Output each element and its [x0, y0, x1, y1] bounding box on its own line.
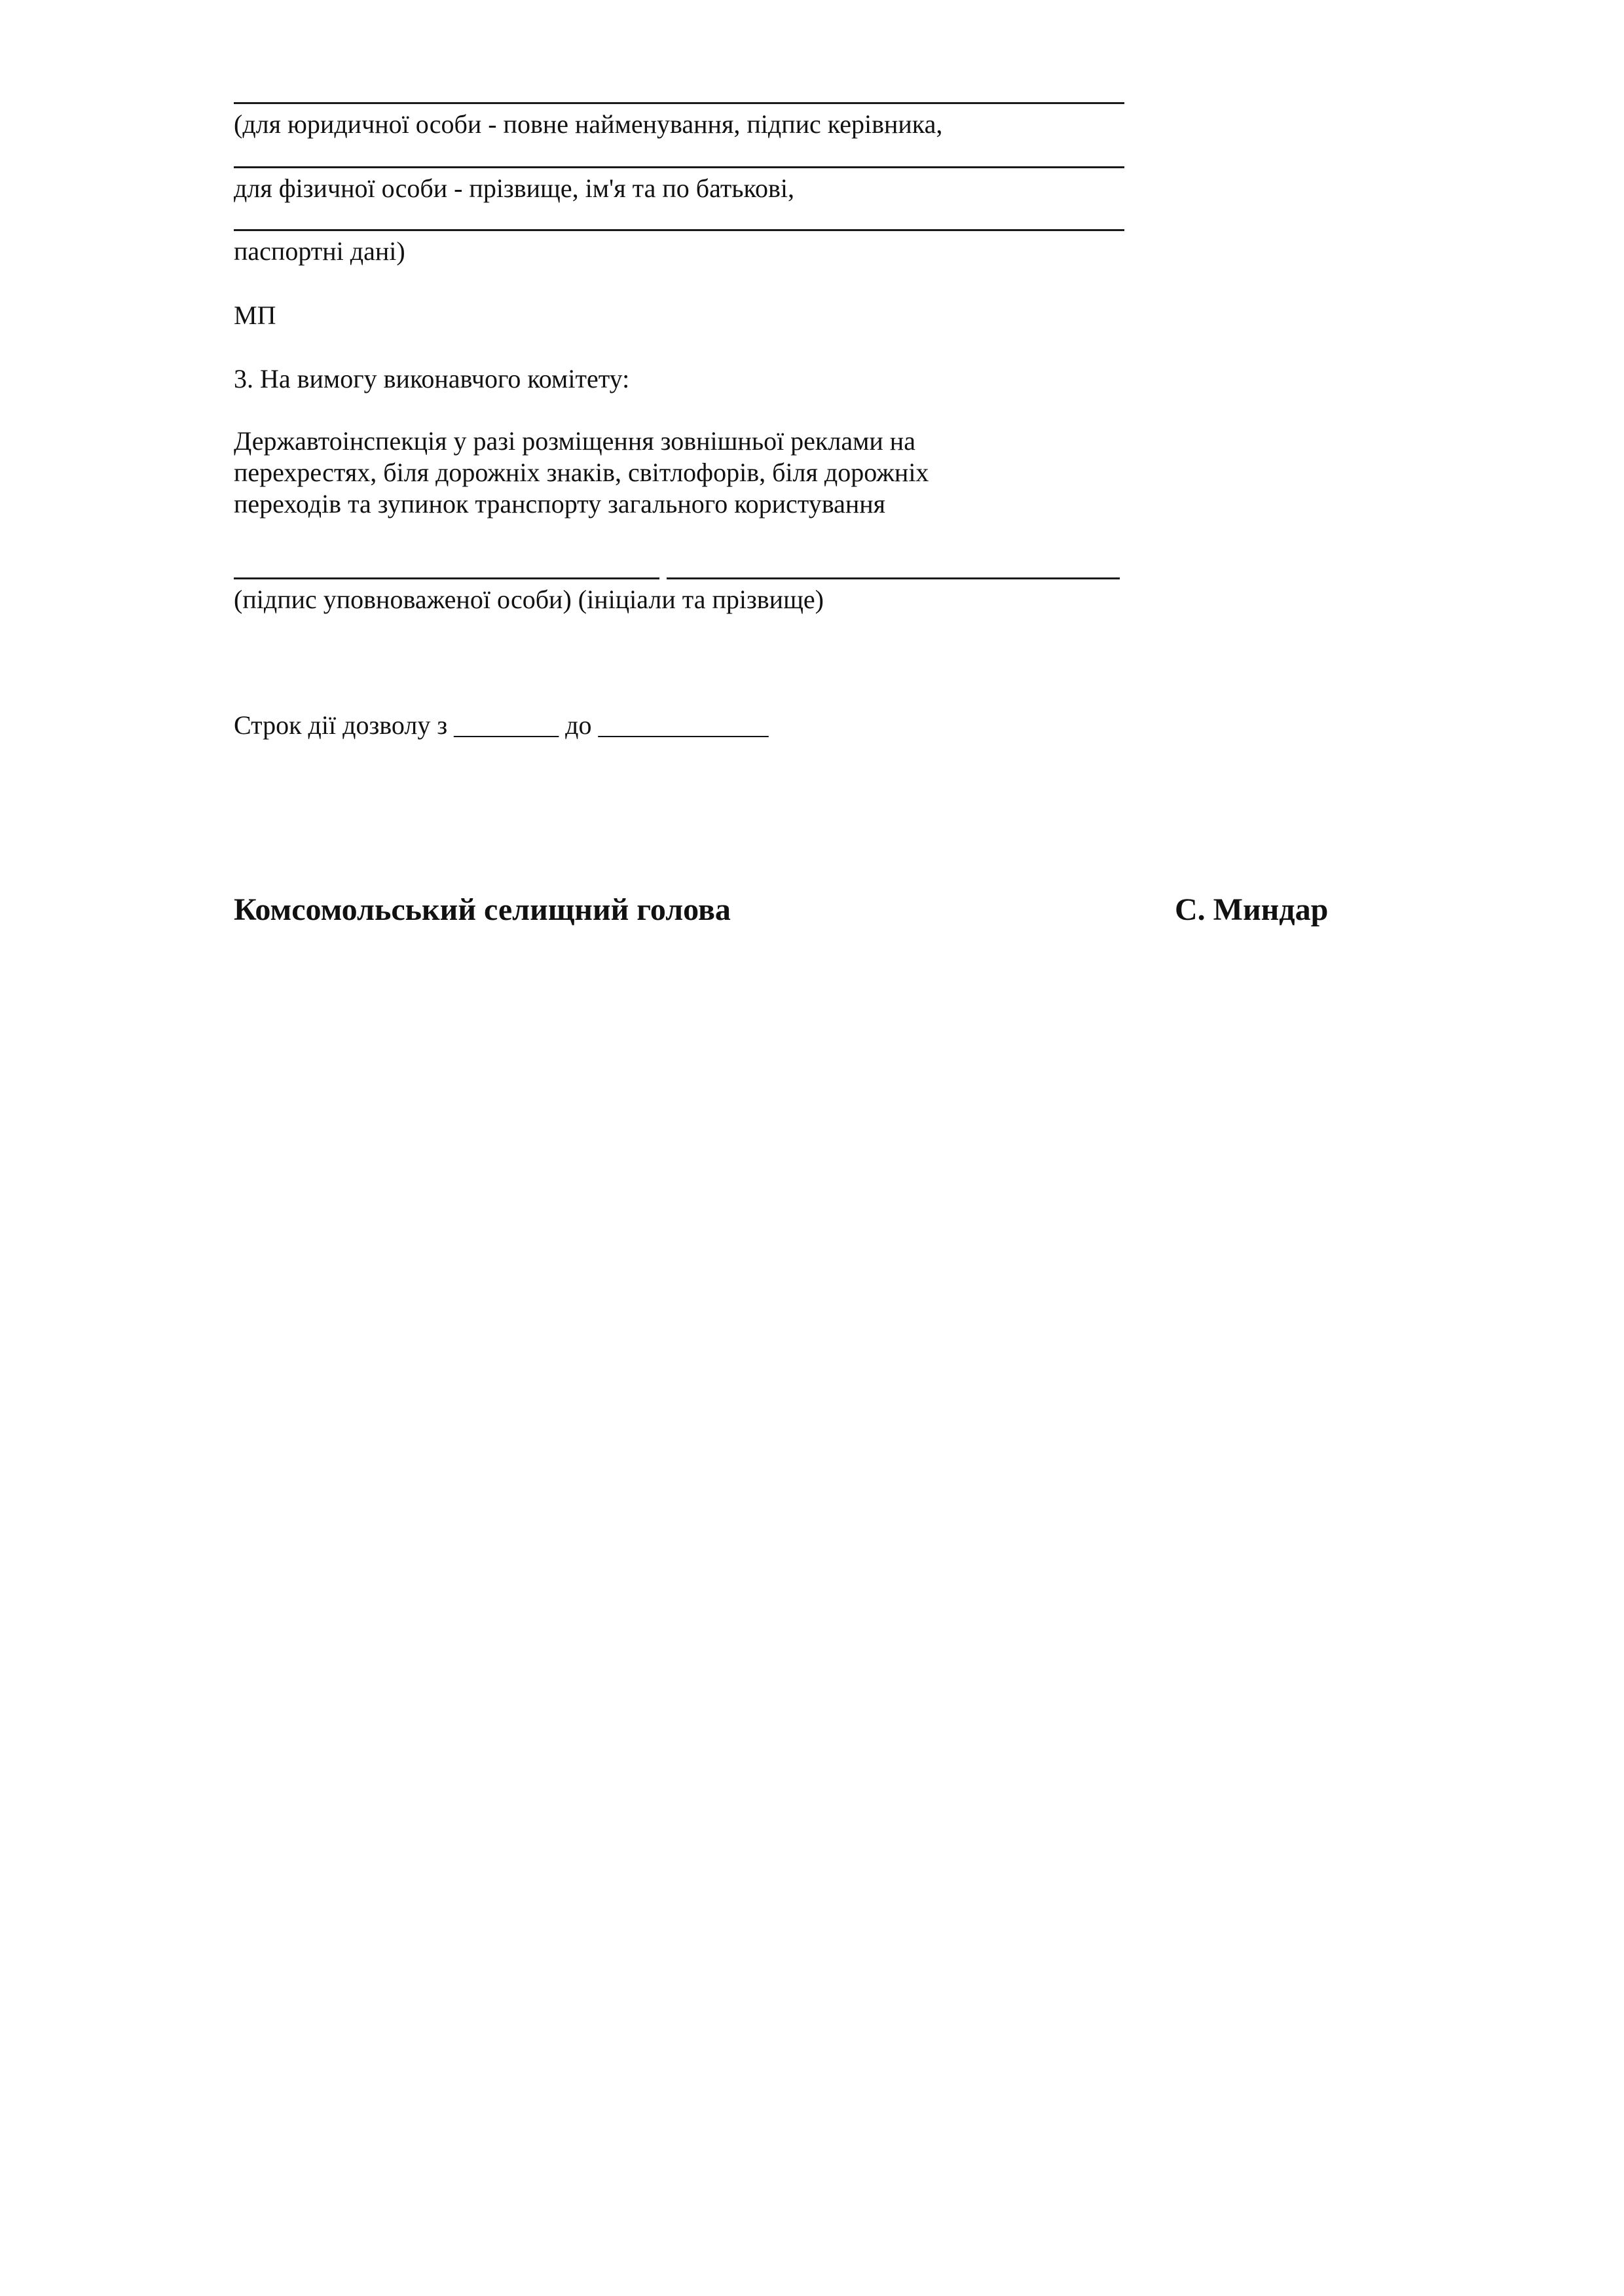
legal-entity-hint: (для юридичної особи - повне найменування, підпис керівника, [234, 109, 943, 139]
signature-hint: (підпис уповноваженої особи) (ініціали та прізвище) [234, 585, 824, 614]
blank-line-3 [234, 229, 1124, 231]
section-3-line: Державтоінспекція у разі розміщення зовнішньої реклами на [234, 426, 915, 456]
signature-blank-right [667, 577, 1120, 579]
section-3-line: перехрестях, біля дорожніх знаків, світлофорів, біля дорожніх [234, 458, 929, 487]
section-3-paragraph [234, 426, 929, 520]
stamp-label: МП [234, 301, 276, 330]
signatory-name: С. Миндар [1175, 892, 1329, 927]
blank-line-2 [234, 166, 1124, 168]
validity-period: Строк дії дозволу з ________ до _____________ [234, 710, 769, 740]
passport-hint: паспортні дані) [234, 236, 405, 266]
signature-blank-left [234, 577, 659, 579]
blank-line-1 [234, 102, 1124, 104]
position-title: Комсомольський селищний голова [234, 892, 731, 927]
individual-hint: для фізичної особи - прізвище, ім'я та по батькові, [234, 173, 794, 203]
section-3-line: переходів та зупинок транспорту загального користування [234, 489, 886, 519]
section-3-heading: 3. На вимогу виконавчого комітету: [234, 364, 630, 393]
